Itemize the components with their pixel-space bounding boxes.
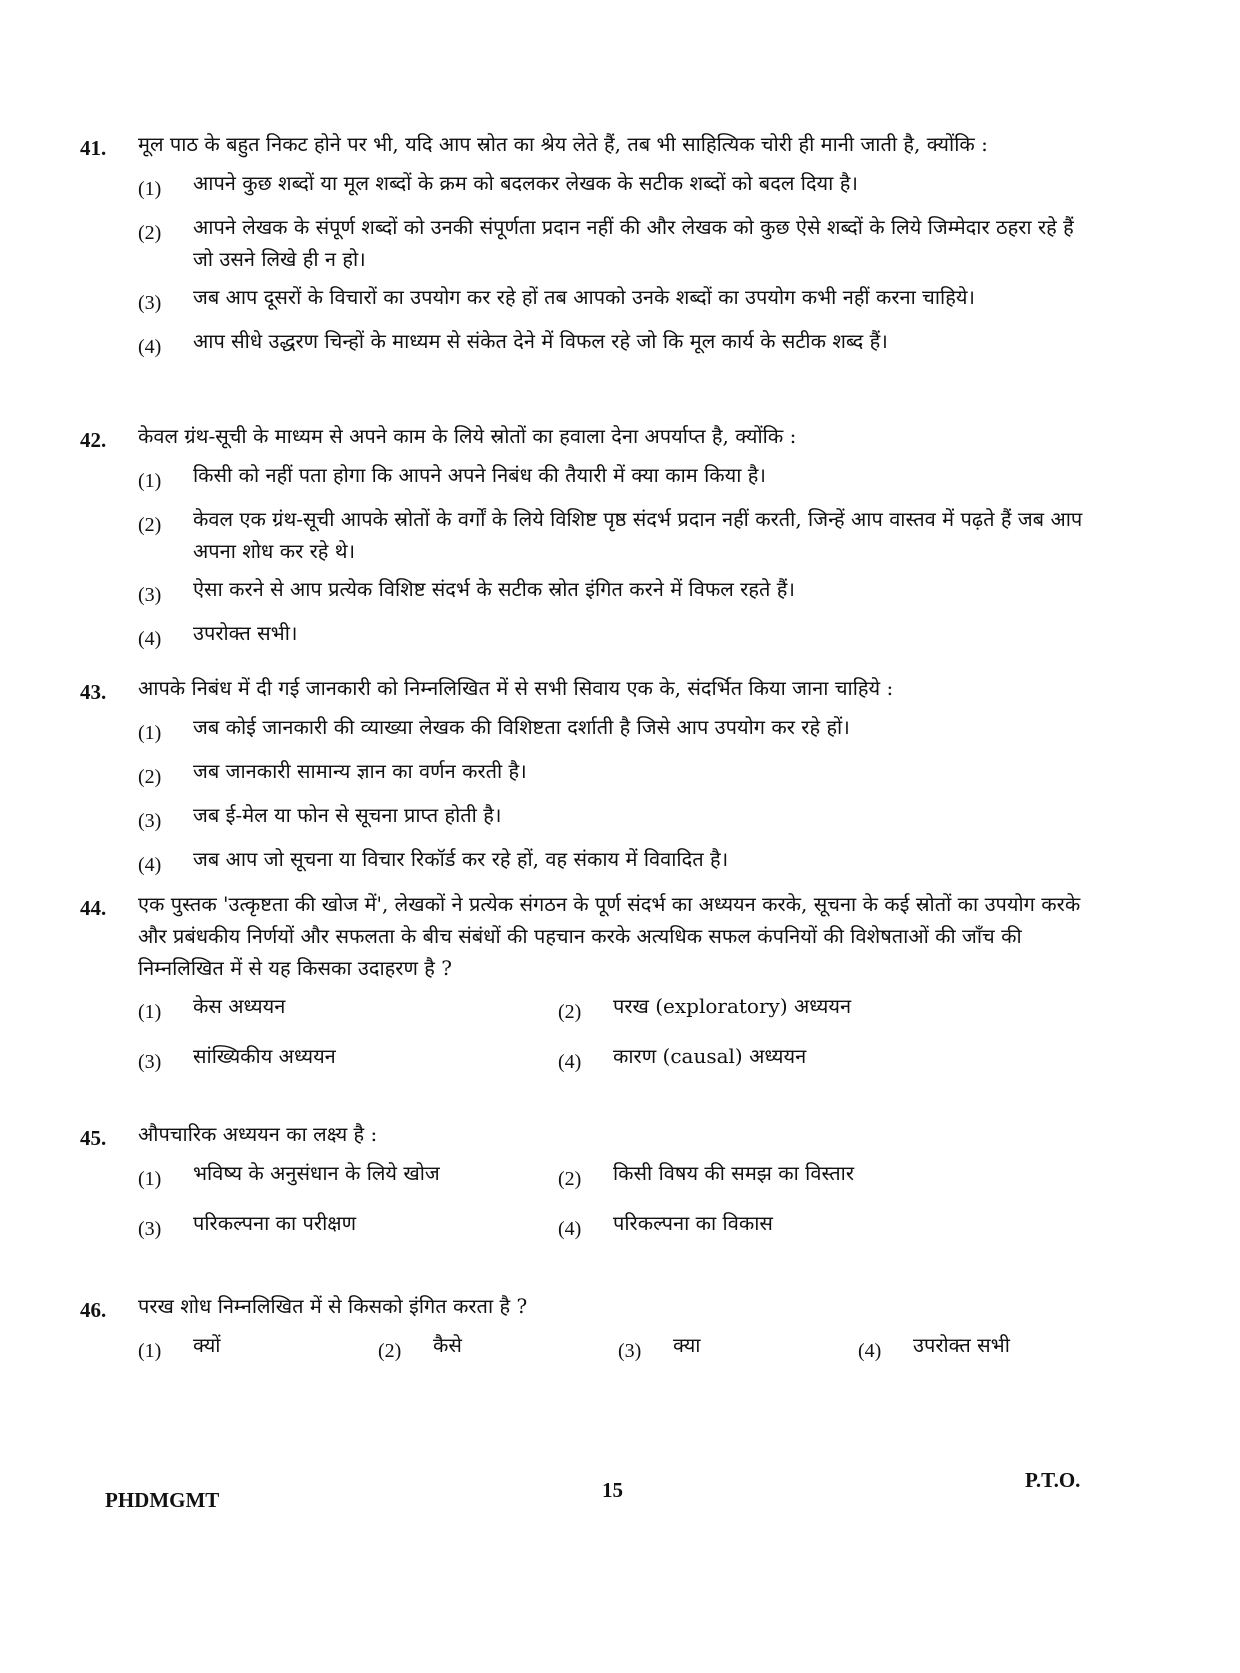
option-number: (2)	[138, 222, 162, 244]
option-number: (1)	[138, 1340, 162, 1362]
option-text: परिकल्पना का परीक्षण	[193, 1211, 357, 1235]
question-number: 42.	[80, 428, 107, 452]
option-text: भविष्य के अनुसंधान के लिये खोज	[193, 1161, 440, 1185]
option-number: (2)	[558, 1001, 582, 1023]
option-4	[858, 1329, 1098, 1367]
option-3	[138, 281, 1090, 319]
option-number: (4)	[138, 854, 162, 876]
option-text: कारण (causal) अध्ययन	[613, 1044, 807, 1068]
option-number: (3)	[138, 584, 162, 606]
question-number: 46.	[80, 1298, 107, 1322]
option-text: क्यों	[193, 1333, 221, 1357]
option-number: (4)	[558, 1218, 582, 1240]
option-3	[618, 1329, 858, 1367]
option-number: (3)	[618, 1340, 642, 1362]
question-42	[80, 420, 1090, 655]
option-number: (1)	[138, 178, 162, 200]
question-number: 45.	[80, 1126, 107, 1150]
option-number: (2)	[378, 1340, 402, 1362]
question-46	[80, 1290, 1090, 1367]
option-1	[138, 711, 1090, 749]
option-text: जब कोई जानकारी की व्याख्या लेखक की विशिष्टता दर्शाती है जिसे आप उपयोग कर रहे हों।	[193, 715, 850, 739]
option-text: उपरोक्त सभी	[913, 1333, 1010, 1357]
option-number: (3)	[138, 1218, 162, 1240]
option-text: जब जानकारी सामान्य ज्ञान का वर्णन करती है।	[193, 759, 527, 783]
question-number: 43.	[80, 680, 107, 704]
option-text: आप सीधे उद्धरण चिन्हों के माध्यम से संकेत देने में विफल रहे जो कि मूल कार्य के सटीक शब्द हैं।	[193, 329, 888, 353]
question-number: 41.	[80, 136, 107, 160]
question-43	[80, 672, 1090, 881]
option-1	[138, 1329, 378, 1367]
question-text: परख शोध निम्नलिखित में से किसको इंगित करता है ?	[138, 1294, 528, 1318]
page-number: 15	[602, 1478, 623, 1502]
option-4	[138, 843, 1090, 881]
option-3	[138, 1207, 558, 1245]
option-text: परख (exploratory) अध्ययन	[613, 994, 852, 1018]
option-text: क्या	[673, 1333, 701, 1357]
option-number: (4)	[138, 336, 162, 358]
option-3	[138, 573, 1090, 611]
option-text: जब ई-मेल या फोन से सूचना प्राप्त होती है।	[193, 803, 502, 827]
pto-label: P.T.O.	[1025, 1468, 1081, 1492]
option-text: उपरोक्त सभी।	[193, 621, 298, 645]
option-text: केस अध्ययन	[193, 994, 286, 1018]
option-text: किसी विषय की समझ का विस्तार	[613, 1161, 855, 1185]
option-text: परिकल्पना का विकास	[613, 1211, 773, 1235]
option-number: (1)	[138, 1168, 162, 1190]
question-44	[80, 888, 1090, 1078]
option-2	[558, 1157, 978, 1195]
option-number: (3)	[138, 1051, 162, 1073]
option-number: (1)	[138, 1001, 162, 1023]
question-text: केवल ग्रंथ-सूची के माध्यम से अपने काम के लिये स्रोतों का हवाला देना अपर्याप्त है, क्योंकि :	[138, 424, 797, 448]
option-4	[558, 1207, 978, 1245]
question-45	[80, 1118, 1090, 1245]
option-4	[138, 617, 1090, 655]
paper-code: PHDMGMT	[105, 1488, 220, 1512]
option-text: जब आप जो सूचना या विचार रिकॉर्ड कर रहे हों, वह संकाय में विवादित है।	[193, 847, 729, 871]
option-3	[138, 1040, 558, 1078]
option-number: (3)	[138, 810, 162, 832]
option-text: सांख्यिकीय अध्ययन	[193, 1044, 336, 1068]
option-2	[558, 990, 978, 1028]
option-number: (4)	[858, 1340, 882, 1362]
option-2	[378, 1329, 618, 1367]
option-2	[138, 755, 1090, 793]
option-number: (4)	[558, 1051, 582, 1073]
option-text: कैसे	[433, 1333, 462, 1357]
option-4	[558, 1040, 978, 1078]
option-1	[138, 1157, 558, 1195]
option-text: केवल एक ग्रंथ-सूची आपके स्रोतों के वर्गों के लिये विशिष्ट पृष्ठ संदर्भ प्रदान नहीं करती, जिन्हें आप वास्तव में पढ़ते हैं जब आप अपना शोध कर रहे थे।	[193, 507, 1083, 563]
option-number: (2)	[558, 1168, 582, 1190]
option-1	[138, 459, 1090, 497]
option-1	[138, 990, 558, 1028]
question-text: औपचारिक अध्ययन का लक्ष्य है :	[138, 1122, 378, 1146]
option-1	[138, 167, 1090, 205]
question-number: 44.	[80, 896, 107, 920]
option-2	[138, 503, 1090, 567]
option-text: आपने कुछ शब्दों या मूल शब्दों के क्रम को बदलकर लेखक के सटीक शब्दों को बदल दिया है।	[193, 171, 858, 195]
option-3	[138, 799, 1090, 837]
option-text: किसी को नहीं पता होगा कि आपने अपने निबंध की तैयारी में क्या काम किया है।	[193, 463, 766, 487]
option-text: ऐसा करने से आप प्रत्येक विशिष्ट संदर्भ के सटीक स्रोत इंगित करने में विफल रहते हैं।	[193, 577, 795, 601]
option-number: (4)	[138, 628, 162, 650]
option-number: (1)	[138, 470, 162, 492]
option-4	[138, 325, 1090, 363]
option-number: (2)	[138, 766, 162, 788]
question-41	[80, 128, 1090, 363]
question-text: एक पुस्तक 'उत्कृष्टता की खोज में', लेखकों ने प्रत्येक संगठन के पूर्ण संदर्भ का अध्ययन करके, सूचना के कई स्रोतों का उपयोग करके और प्रबंधकीय निर्णयों और सफलता के बीच संबंधों की पहचान करके अत्यधिक सफल कंपनियों की विशेषताओं की जाँच की निम्नलिखित में से यह किसका उदाहरण है ?	[138, 892, 1081, 980]
question-text: आपके निबंध में दी गई जानकारी को निम्नलिखित में से सभी सिवाय एक के, संदर्भित किया जाना चाहिये :	[138, 676, 894, 700]
option-number: (3)	[138, 292, 162, 314]
option-number: (2)	[138, 514, 162, 536]
option-2	[138, 211, 1090, 275]
option-text: आपने लेखक के संपूर्ण शब्दों को उनकी संपूर्णता प्रदान नहीं की और लेखक को कुछ ऐसे शब्दों के लिये जिम्मेदार ठहरा रहे हैं जो उसने लिखे ही न हो।	[193, 215, 1074, 271]
option-text: जब आप दूसरों के विचारों का उपयोग कर रहे हों तब आपको उनके शब्दों का उपयोग कभी नहीं करना चाहिये।	[193, 285, 976, 309]
option-number: (1)	[138, 722, 162, 744]
question-text: मूल पाठ के बहुत निकट होने पर भी, यदि आप स्रोत का श्रेय लेते हैं, तब भी साहित्यिक चोरी ही मानी जाती है, क्योंकि :	[138, 132, 988, 156]
